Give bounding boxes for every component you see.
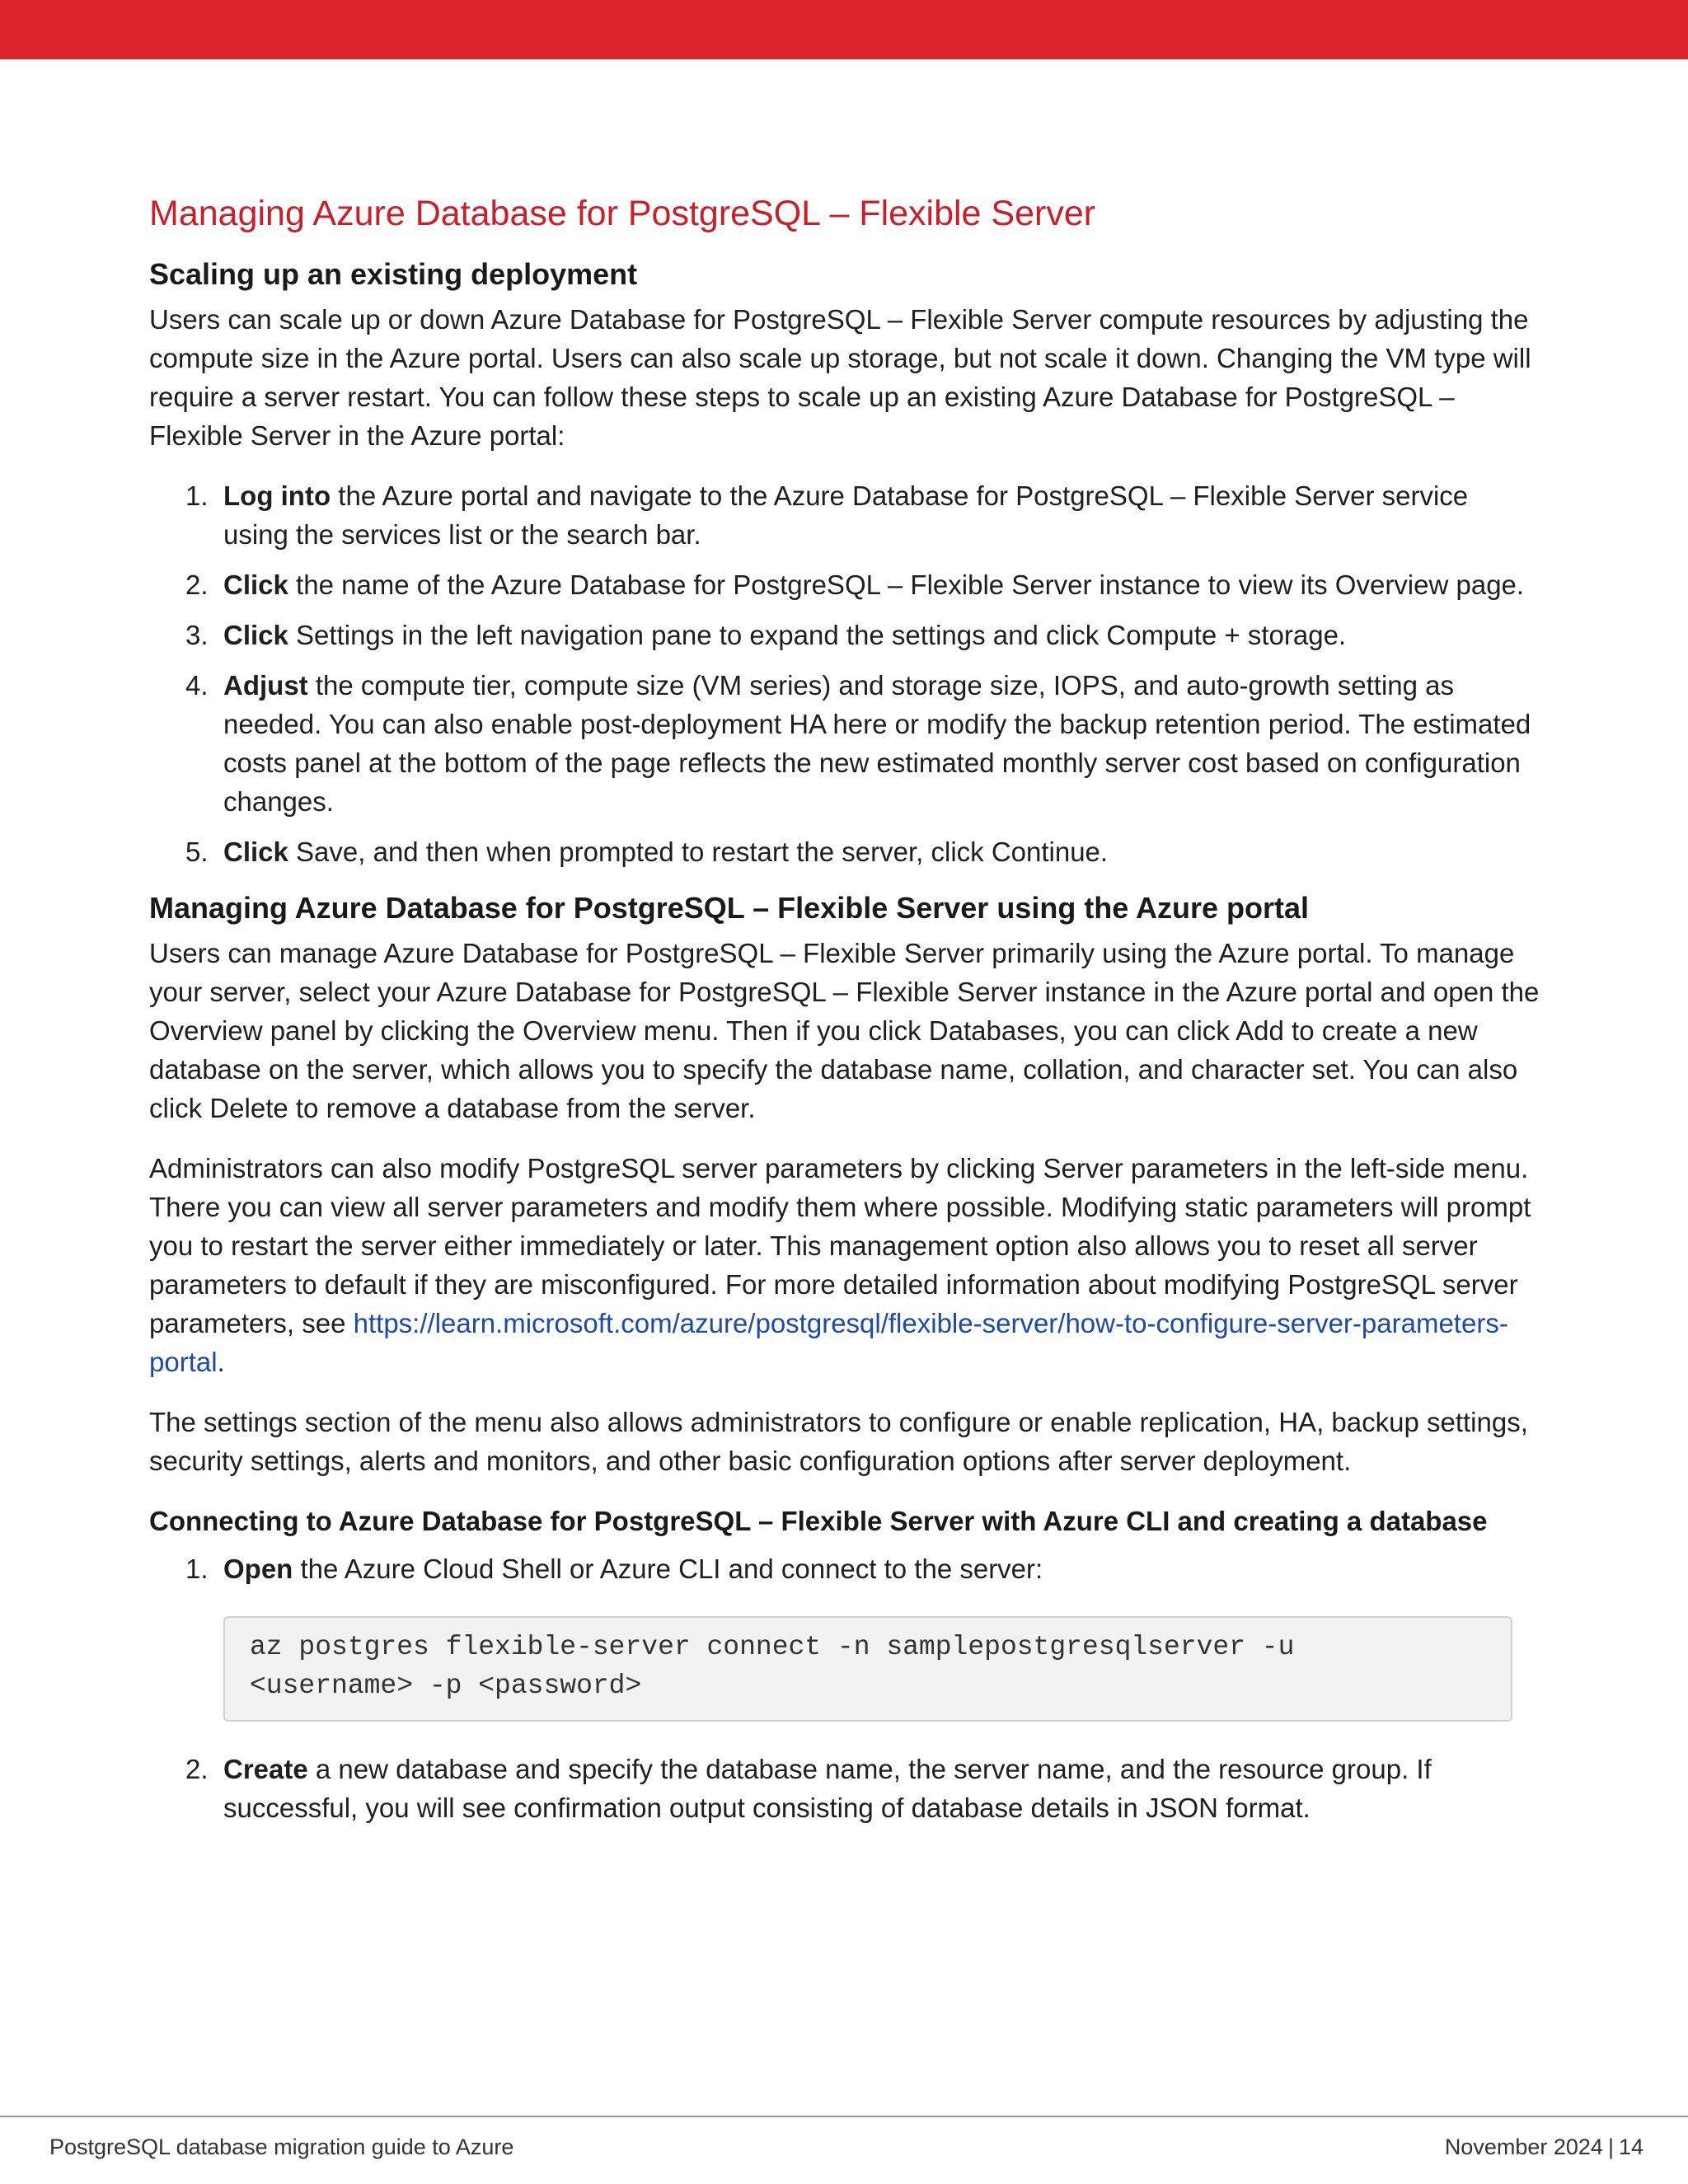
- page-number: 14: [1618, 2135, 1643, 2159]
- portal-paragraph-3: The settings section of the menu also allows administrators to configure or enable replication, HA, backup settings, security settings, alerts and monitors, and other basic configuration options after server deployment.: [149, 1407, 1528, 1476]
- page-content: [149, 188, 1540, 1839]
- header-accent-bar: [0, 0, 1688, 59]
- cli-steps-list-continued: [149, 1750, 1540, 1827]
- footer-divider: [0, 2116, 1688, 2117]
- footer-date: November 2024: [1444, 2135, 1603, 2159]
- list-item: 2. Create a new database and specify the database name, the server name, and the resource group. If successful, you will see confirmation output consisting of database details in JSON format.: [185, 1754, 1432, 1823]
- list-item: 1. Log into the Azure portal and navigate to the Azure Database for PostgreSQL – Flexible Server service using the services list or the search bar.: [185, 480, 1469, 550]
- list-item: 2. Click the name of the Azure Database for PostgreSQL – Flexible Server instance to view its Overview page.: [185, 569, 1525, 600]
- scaling-steps-list: [149, 476, 1540, 871]
- list-item: 4. Adjust the compute tier, compute size (VM series) and storage size, IOPS, and auto-growth setting as needed. You can also enable post-deployment HA here or modify the backup retention period. The estimated costs panel at the bottom of the page reflects the new estimated monthly server cost based on configuration changes.: [185, 670, 1531, 817]
- list-item: 3. Click Settings in the left navigation pane to expand the settings and click Compute + storage.: [185, 620, 1347, 650]
- cli-code-block[interactable]: az postgres flexible-server connect -n samplepostgresqlserver -u <username> -p <password>: [223, 1616, 1512, 1722]
- server-parameters-doc-link[interactable]: https://learn.microsoft.com/azure/postgresql/flexible-server/how-to-configure-server-parameters-portal: [149, 1308, 1508, 1377]
- footer-page-info: [1445, 2135, 1643, 2160]
- cli-steps-list: [149, 1549, 1540, 1588]
- scaling-intro: Users can scale up or down Azure Database for PostgreSQL – Flexible Server compute resources by adjusting the compute size in the Azure portal. Users can also scale up storage, but not scale it down. Changing the VM type will require a server restart. You can follow these steps to scale up an existing Azure Database for PostgreSQL – Flexible Server in the Azure portal:: [149, 304, 1531, 451]
- page-title: Managing Azure Database for PostgreSQL – Flexible Server: [149, 194, 1096, 233]
- footer-document-title: PostgreSQL database migration guide to Azure: [49, 2135, 514, 2159]
- footer-separator: |: [1607, 2135, 1614, 2159]
- section-heading-cli: Connecting to Azure Database for PostgreSQL – Flexible Server with Azure CLI and creating a database: [149, 1506, 1488, 1536]
- portal-paragraph-1: Users can manage Azure Database for PostgreSQL – Flexible Server primarily using the Azure portal. To manage your server, select your Azure Database for PostgreSQL – Flexible Server instance in the Azure portal and open the Overview panel by clicking the Overview menu. Then if you click Databases, you can click Add to create a new database on the server, which allows you to specify the database name, collation, and character set. You can also click Delete to remove a database from the server.: [149, 938, 1540, 1123]
- portal-paragraph-2: Administrators can also modify PostgreSQL server parameters by clicking Server parameters in the left-side menu. There you can view all server parameters and modify them where possible. Modifying static parameters will prompt you to restart the server either immediately or later. This management option also allows you to reset all server parameters to default if they are misconfigured. For more detailed information about modifying PostgreSQL server parameters, see https://learn.microsoft.com/azure/postgresql/flexible-server/how-to-configure-server-parameters-portal.: [149, 1153, 1531, 1377]
- section-heading-scaling: Scaling up an existing deployment: [149, 257, 638, 291]
- section-heading-portal: Managing Azure Database for PostgreSQL – Flexible Server using the Azure portal: [149, 891, 1310, 925]
- list-item: 5. Click Save, and then when prompted to restart the server, click Continue.: [185, 837, 1109, 867]
- list-item: 1. Open the Azure Cloud Shell or Azure CLI and connect to the server:: [185, 1554, 1043, 1584]
